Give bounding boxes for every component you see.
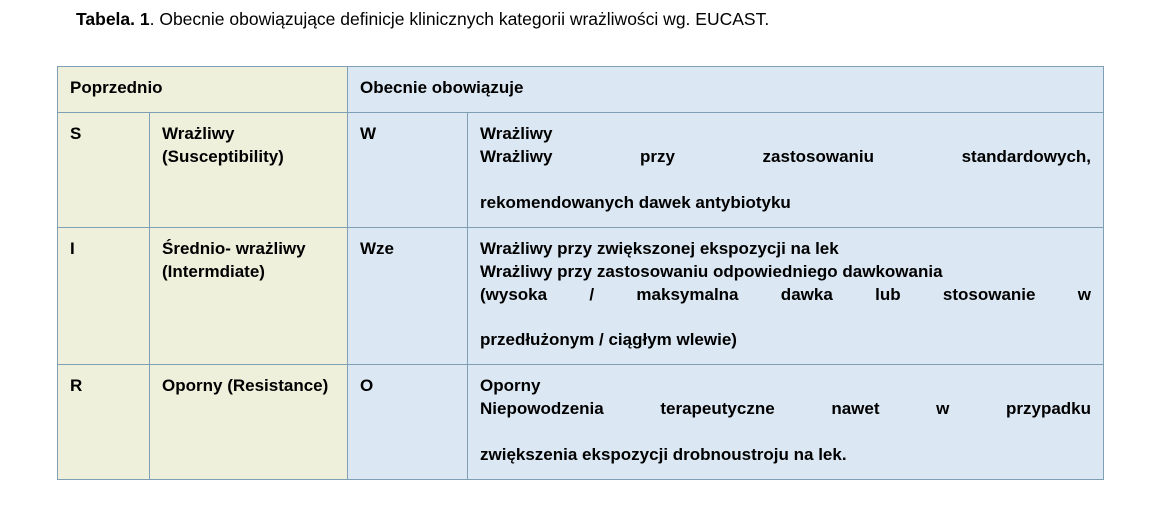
new-title-w: Wrażliwy [480, 123, 553, 143]
new-desc-o-line1: Niepowodzenia terapeutyczne nawet w przypadku [480, 399, 1092, 419]
new-desc-w-line1: Wrażliwy przy zastosowaniu standardowych, [480, 146, 1092, 166]
table-header-previous: Poprzednio [58, 67, 348, 113]
table-row [58, 365, 1104, 480]
old-label-r [150, 365, 348, 480]
old-label-i-line2: wrażliwy [235, 238, 306, 258]
old-label-r-line2: (Resistance) [227, 376, 329, 396]
new-description-w [468, 112, 1104, 227]
table-caption-text: . Obecnie obowiązujące definicje klinicznych kategorii wrażliwości wg. EUCAST. [149, 9, 770, 29]
old-symbol-s: S [58, 112, 150, 227]
old-symbol-r: R [58, 365, 150, 480]
old-label-i-line3: (Intermdiate) [162, 261, 265, 281]
old-label-i-line1: Średnio- [162, 238, 231, 258]
new-description-wze [468, 227, 1104, 365]
table-caption-label: Tabela. 1 [76, 9, 150, 29]
old-label-s-line2: (Susceptibility) [162, 146, 284, 166]
new-symbol-o: O [348, 365, 468, 480]
old-label-i [150, 227, 348, 365]
new-title-o: Oporny [480, 376, 541, 396]
eucast-sensitivity-table [57, 66, 1104, 480]
new-desc-wze-line2: (wysoka / maksymalna dawka lub stosowanie w [480, 284, 1092, 304]
table-header-row [58, 67, 1104, 113]
table-caption [76, 8, 1086, 32]
new-desc-w-line2: rekomendowanych dawek antybiotyku [480, 192, 791, 212]
new-desc-wze-line3: przedłużonym / ciągłym wlewie) [480, 330, 737, 350]
old-label-s-line1: Wrażliwy [162, 123, 235, 143]
old-label-r-line1: Oporny [162, 376, 223, 396]
table-row [58, 227, 1104, 365]
new-symbol-wze: Wze [348, 227, 468, 365]
new-title-wze: Wrażliwy przy zwiększonej ekspozycji na lek [480, 238, 839, 258]
new-desc-o-line2: zwiększenia ekspozycji drobnoustroju na lek. [480, 445, 847, 465]
new-desc-wze-line1: Wrażliwy przy zastosowaniu odpowiedniego dawkowania [480, 261, 943, 281]
table-row [58, 112, 1104, 227]
new-description-o [468, 365, 1104, 480]
new-symbol-w: W [348, 112, 468, 227]
old-symbol-i: I [58, 227, 150, 365]
old-label-s [150, 112, 348, 227]
table-header-current: Obecnie obowiązuje [348, 67, 1104, 113]
